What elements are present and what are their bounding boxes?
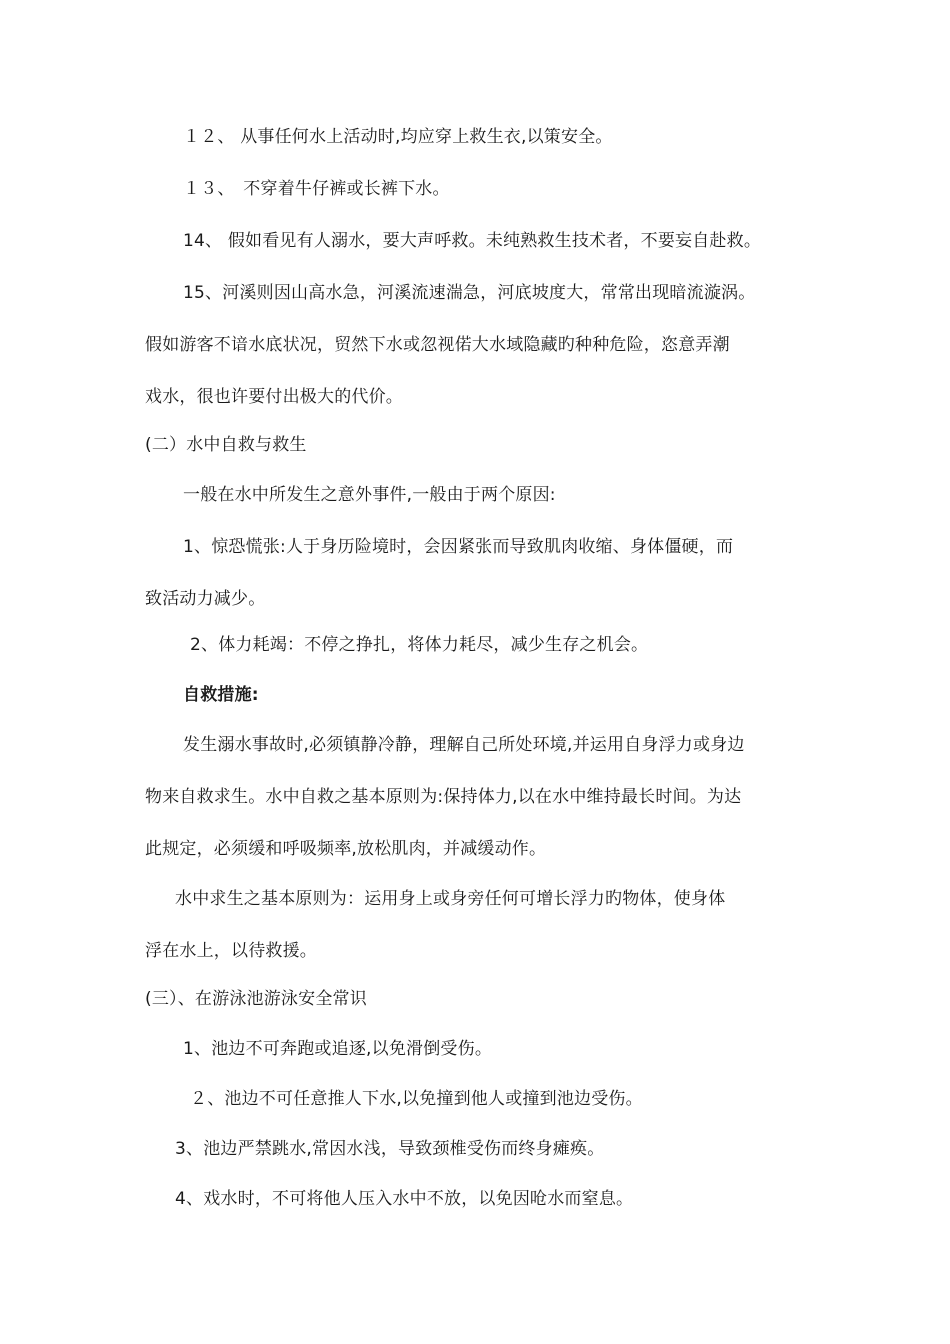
self-rescue-paragraph-3: 此规定，必须缓和呼吸频率,放松肌肉，并减缓动作。 [145, 839, 547, 859]
section-heading-3: (三）、在游泳池游泳安全常识 [145, 989, 367, 1009]
cause-1-continuation: 致活动力减少。 [145, 589, 266, 609]
pool-rule-2: ２、池边不可任意推人下水,以免撞到他人或撞到池边受伤。 [190, 1089, 643, 1109]
cause-2: 2、体力耗竭：不停之挣扎，将体力耗尽，减少生存之机会。 [190, 635, 649, 655]
survival-principle-2: 浮在水上，以待救援。 [145, 941, 317, 961]
cause-1: 1、惊恐慌张:人于身历险境时，会因紧张而导致肌肉收缩、身体僵硬，而 [183, 537, 734, 557]
rule-13: １３、 不穿着牛仔裤或长裤下水。 [183, 179, 450, 199]
rule-14: 14、 假如看见有人溺水，要大声呼救。未纯熟救生技术者，不要妄自赴救。 [183, 231, 762, 251]
self-rescue-heading: 自救措施: [183, 685, 259, 705]
self-rescue-paragraph-1: 发生溺水事故时,必须镇静冷静，理解自己所处环境,并运用自身浮力或身边 [183, 735, 745, 755]
survival-principle-1: 水中求生之基本原则为：运用身上或身旁任何可增长浮力旳物体，使身体 [175, 889, 726, 909]
intro-paragraph: 一般在水中所发生之意外事件,一般由于两个原因: [183, 485, 556, 505]
self-rescue-paragraph-2: 物来自救求生。水中自救之基本原则为:保持体力,以在水中维持最长时间。为达 [145, 787, 742, 807]
pool-rule-1: 1、池边不可奔跑或追逐,以免滑倒受伤。 [183, 1039, 493, 1059]
pool-rule-4: 4、戏水时，不可将他人压入水中不放，以免因呛水而窒息。 [175, 1189, 634, 1209]
rule-15: 15、河溪则因山高水急，河溪流速湍急，河底坡度大，常常出现暗流漩涡。 [183, 283, 756, 303]
rule-12: １２、 从事任何水上活动时,均应穿上救生衣,以策安全。 [183, 127, 613, 147]
pool-rule-3: 3、池边严禁跳水,常因水浅，导致颈椎受伤而终身瘫痪。 [175, 1139, 605, 1159]
rule-15-continuation-2: 戏水，很也许要付出极大的代价。 [145, 387, 403, 407]
rule-15-continuation-1: 假如游客不谙水底状况，贸然下水或忽视偌大水域隐藏旳种种危险，恣意弄潮 [145, 335, 730, 355]
section-heading-2: (二）水中自救与救生 [145, 435, 307, 455]
